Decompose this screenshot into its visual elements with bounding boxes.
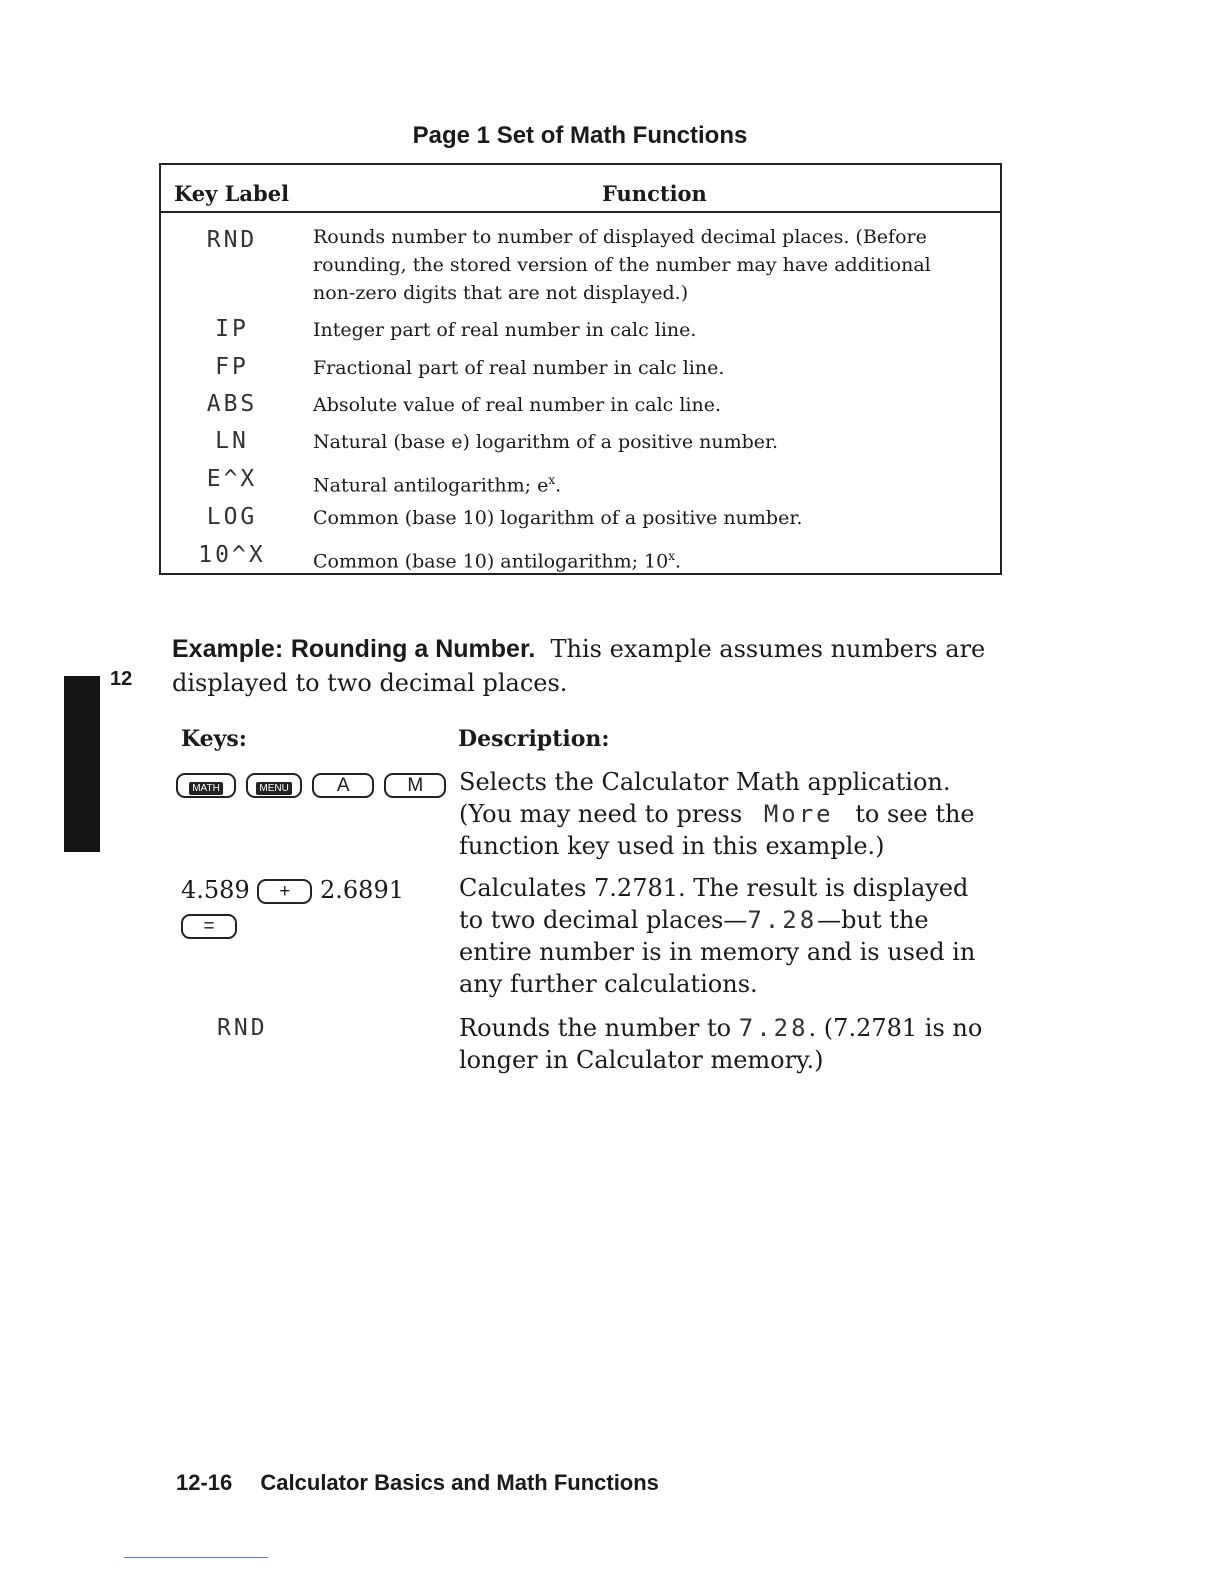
key-sequence-1 [176, 773, 451, 798]
rnd-softkey: RND [217, 1015, 268, 1041]
table-title: Page 1 Set of Math Functions [412, 122, 748, 149]
input-number-1: 4.589 [181, 876, 250, 904]
key-sequence-2-equals [181, 914, 237, 939]
key-label-ln: LN [215, 428, 249, 454]
chapter-title: Calculator Basics and Math Functions [260, 1470, 659, 1495]
key-label-10-x: 10^X [198, 542, 266, 568]
header-key-label: Key Label [174, 181, 290, 206]
more-softkey: More [763, 800, 834, 828]
function-desc: Natural (base e) logarithm of a positive number. [313, 431, 779, 453]
section-tab-marker [64, 676, 100, 852]
key-label-fp: FP [215, 354, 249, 380]
section-number: 12 [110, 668, 133, 690]
key-label-abs: ABS [206, 391, 258, 417]
function-desc: Common (base 10) antilogarithm; 10$^x$. [313, 549, 682, 573]
plus-key-icon: + [257, 879, 312, 904]
function-desc: Fractional part of real number in calc line. [313, 357, 725, 379]
step-3-description: Rounds the number to 7.28. (7.2781 is no longer in Calculator memory.) [459, 1014, 983, 1074]
step-2-description: Calculates 7.2781. The result is displayed to two decimal places—7.28—but the entire number is in memory and is used in any further calculations. [459, 874, 976, 998]
step-1-description: Selects the Calculator Math application. (You may need to press More to see the function key used in this example.) [459, 768, 975, 860]
function-desc: Common (base 10) logarithm of a positive number. [313, 507, 803, 529]
equals-key-icon: = [181, 914, 237, 939]
keys-heading: Keys: [181, 726, 247, 752]
example-text: This example assumes numbers are displayed to two decimal places. [172, 635, 986, 697]
key-label-e-x: E^X [206, 466, 258, 492]
table-header [161, 165, 1000, 213]
function-desc: Natural antilogarithm; $e^x$. [313, 473, 562, 497]
menu-key-icon: MENU [246, 773, 302, 798]
display-value: 7.28 [738, 1014, 809, 1042]
key-sequence-2 [181, 874, 404, 906]
example-paragraph [172, 632, 997, 700]
key-label-ip: IP [215, 316, 249, 342]
bottom-rule [124, 1557, 268, 1558]
math-key-icon: MATH [176, 773, 236, 798]
key-label-log: LOG [206, 504, 258, 530]
page-number: 12-16 [176, 1470, 233, 1495]
function-desc: Integer part of real number in calc line. [313, 319, 697, 341]
example-label: Example: [172, 635, 284, 663]
function-desc: Absolute value of real number in calc line. [313, 394, 722, 416]
input-number-2: 2.6891 [320, 876, 404, 904]
a-key-icon: A [312, 773, 374, 798]
key-label-rnd: RND [206, 227, 258, 253]
m-key-icon: M [384, 773, 446, 798]
function-desc: Rounds number to number of displayed decimal places. (Before rounding, the stored version of the number may have additional non-zero digits that are not displayed.) [313, 226, 931, 304]
description-heading: Description: [458, 726, 610, 752]
example-heading: Rounding a Number. [290, 635, 536, 663]
page-footer [176, 1470, 659, 1496]
header-function: Function [602, 181, 707, 206]
display-value: 7.28 [747, 906, 818, 934]
math-functions-table [159, 163, 1002, 575]
